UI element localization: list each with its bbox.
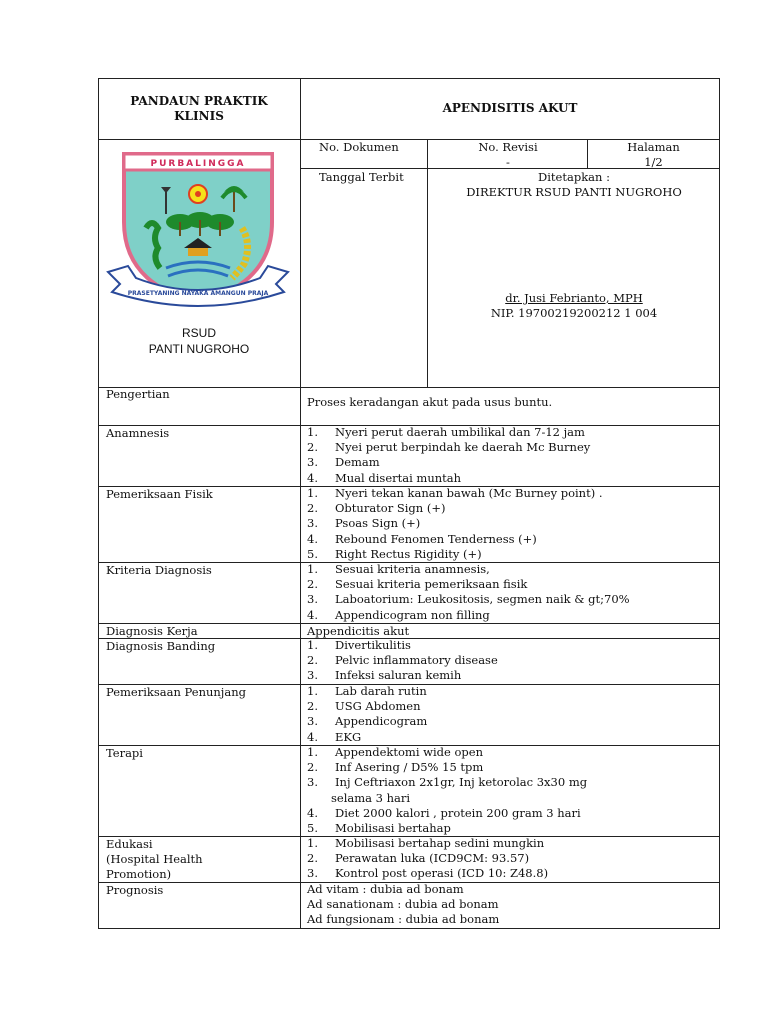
prognosis-line: Ad sanationam : dubia ad bonam [307, 897, 499, 912]
terapi-list [307, 745, 587, 836]
edukasi-label-line3: Promotion) [106, 867, 172, 882]
list-item: 2. Sesuai kriteria pemeriksaan fisik [307, 577, 528, 592]
anamnesis-label: Anamnesis [106, 426, 170, 440]
list-item: 3. Kontrol post operasi (ICD 10: Z48.8) [307, 866, 549, 881]
ditetapkan-label: Ditetapkan : [538, 170, 610, 184]
list-item: 4. Mual disertai muntah [307, 470, 462, 485]
list-item: 2. Inf Asering / D5% 15 tpm [307, 760, 484, 775]
ribbon-text: PRASETYANING NAYAKA AMANGUN PRAJA [127, 290, 269, 297]
org-name [98, 325, 300, 357]
list-item: 2. USG Abdomen [307, 699, 421, 714]
list-item: selama 3 hari [331, 790, 411, 805]
edukasi-label [106, 837, 203, 883]
direktur-title: DIREKTUR RSUD PANTI NUGROHO [466, 185, 682, 199]
left-title-line2: KLINIS [174, 109, 224, 124]
list-item: 1. Mobilisasi bertahap sedini mungkin [307, 836, 545, 850]
kriteria-label: Kriteria Diagnosis [106, 563, 212, 577]
document-frame [98, 78, 720, 929]
list-item: 4. Diet 2000 kalori , protein 200 gram 3 hari [307, 805, 581, 820]
list-item: 4. EKG [307, 729, 362, 744]
left-title-line1: PANDAUN PRAKTIK [130, 94, 268, 108]
list-item: 2. Nyei perut berpindah ke daerah Mc Burney [307, 440, 591, 455]
banding-list [307, 638, 498, 684]
list-item: 1. Nyeri tekan kanan bawah (Mc Burney point) . [307, 486, 603, 500]
tanggal-label: Tanggal Terbit [319, 170, 404, 184]
edukasi-list [307, 836, 548, 882]
left-title [98, 94, 300, 124]
pengertian-label: Pengertian [106, 387, 170, 401]
list-item: 1. Lab darah rutin [307, 684, 427, 698]
list-item: 2. Pelvic inflammatory disease [307, 653, 498, 668]
pengertian-text: Proses keradangan akut pada usus buntu. [307, 395, 553, 409]
fisik-label: Pemeriksaan Fisik [106, 487, 213, 501]
list-item: 2. Perawatan luka (ICD9CM: 93.57) [307, 851, 530, 866]
list-item: 5. Right Rectus Rigidity (+) [307, 546, 482, 561]
list-item: 3. Infeksi saluran kemih [307, 668, 462, 683]
banner-text: PURBALINGGA [150, 159, 246, 169]
revisi-value: - [506, 155, 510, 169]
banding-label: Diagnosis Banding [106, 639, 216, 653]
org-line1: RSUD [181, 326, 216, 340]
list-item: 3. Inj Ceftriaxon 2x1gr, Inj ketorolac 3x30 mg [307, 775, 588, 790]
list-item: 1. Sesuai kriteria anamnesis, [307, 562, 490, 576]
halaman-label: Halaman [627, 140, 680, 154]
list-item: 4. Appendicogram non filling [307, 607, 490, 622]
anamnesis-list [307, 425, 590, 486]
kerja-label: Diagnosis Kerja [106, 624, 198, 638]
list-item: 3. Demam [307, 455, 380, 470]
list-item: 3. Laboatorium: Leukositosis, segmen naik & gt;70% [307, 592, 630, 607]
fisik-list [307, 486, 603, 562]
org-line2: PANTI NUGROHO [148, 342, 250, 356]
revisi-label: No. Revisi [478, 140, 538, 154]
dokumen-label: No. Dokumen [319, 140, 399, 154]
prognosis-line: Ad fungsionam : dubia ad bonam [307, 912, 500, 927]
list-item: 1. Divertikulitis [307, 638, 411, 652]
signer-name: dr. Jusi Febrianto, MPH [505, 291, 643, 305]
list-item: 4. Rebound Fenomen Tenderness (+) [307, 531, 537, 546]
main-title: APENDISITIS AKUT [442, 101, 578, 115]
purbalingga-emblem [106, 152, 290, 322]
list-item: 5. Mobilisasi bertahap [307, 821, 451, 836]
kriteria-list [307, 562, 630, 623]
penunjang-list [307, 684, 427, 745]
edukasi-label-line1: Edukasi [106, 837, 153, 851]
kerja-text: Appendicitis akut [307, 624, 410, 638]
prognosis-text [307, 882, 499, 928]
terapi-label: Terapi [106, 746, 143, 760]
prognosis-label: Prognosis [106, 883, 164, 897]
halaman-value: 1/2 [644, 155, 663, 169]
list-item: 1. Nyeri perut daerah umbilikal dan 7-12 jam [307, 425, 585, 439]
list-item: 1. Appendektomi wide open [307, 745, 484, 759]
penunjang-label: Pemeriksaan Penunjang [106, 685, 246, 699]
list-item: 2. Obturator Sign (+) [307, 501, 446, 516]
edukasi-label-line2: (Hospital Health [106, 852, 203, 867]
list-item: 3. Psoas Sign (+) [307, 516, 421, 531]
signer-nip: NIP. 19700219200212 1 004 [490, 306, 658, 320]
prognosis-line: Ad vitam : dubia ad bonam [307, 882, 464, 896]
list-item: 3. Appendicogram [307, 714, 428, 729]
